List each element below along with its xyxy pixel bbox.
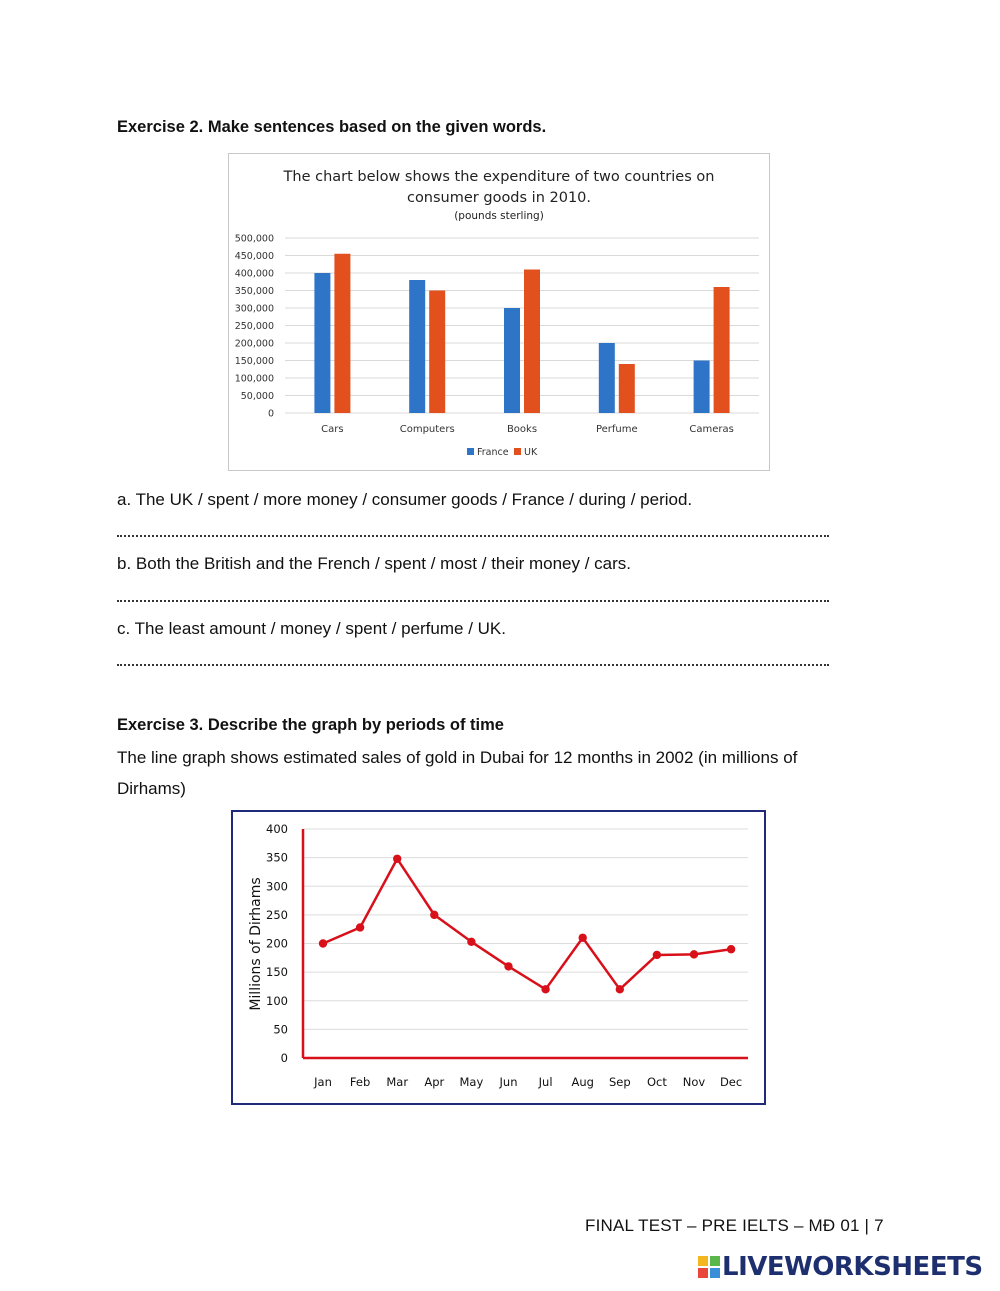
- bar-chart-title-1: The chart below shows the expenditure of two countries on: [283, 169, 715, 185]
- answer-line-a[interactable]: [117, 535, 829, 537]
- data-point-oct: [653, 951, 661, 959]
- bar-xtick-label: Cameras: [689, 424, 734, 435]
- answer-line-c[interactable]: [117, 664, 829, 666]
- line-ytick-label: 250: [266, 907, 288, 922]
- line-xtick-label: Jul: [538, 1075, 553, 1089]
- exercise-2-heading: Exercise 2. Make sentences based on the given words.: [117, 118, 547, 136]
- exercise-2-item-a: a. The UK / spent / more money / consumer goods / France / during / period.: [117, 490, 693, 509]
- line-xtick-label: Jun: [499, 1075, 518, 1089]
- gold-sales-line: [323, 859, 731, 990]
- legend-france-label: France: [477, 447, 509, 458]
- line-ytick-label: 150: [266, 965, 288, 980]
- legend-uk-label: UK: [524, 447, 538, 458]
- data-point-jan: [319, 939, 327, 947]
- bar-uk-perfume: [619, 364, 635, 413]
- page-footer: FINAL TEST – PRE IELTS – MĐ 01 | 7: [585, 1216, 884, 1235]
- data-point-dec: [727, 945, 735, 953]
- line-chart-ylabel: Millions of Dirhams: [248, 877, 264, 1011]
- line-ytick-label: 350: [266, 850, 288, 865]
- data-point-mar: [393, 855, 401, 863]
- bar-ytick-label: 200,000: [234, 338, 274, 350]
- bar-france-computers: [409, 280, 425, 413]
- line-xtick-label: Oct: [646, 1075, 667, 1089]
- bar-xtick-label: Books: [506, 424, 538, 435]
- line-xtick-label: Dec: [719, 1075, 743, 1089]
- liveworksheets-logo-text: LIVEWORKSHEETS: [722, 1252, 983, 1282]
- bar-france-perfume: [599, 343, 615, 413]
- liveworksheets-logo[interactable]: [698, 1252, 983, 1282]
- bar-ytick-label: 150,000: [234, 356, 274, 367]
- bar-france-cameras: [694, 361, 710, 414]
- bar-chart-subtitle: (pounds sterling): [454, 210, 544, 222]
- legend-france-swatch: [467, 448, 474, 455]
- line-ytick-label: 50: [273, 1022, 288, 1037]
- line-chart-svg: [233, 812, 764, 1103]
- data-point-feb: [356, 923, 364, 931]
- bar-ytick-label: 300,000: [234, 303, 274, 315]
- bar-ytick-label: 400,000: [234, 268, 274, 280]
- data-point-jul: [541, 985, 549, 993]
- exercise-3-description: The line graph shows estimated sales of gold in Dubai for 12 months in 2002 (in millions of Dirhams): [117, 748, 798, 798]
- data-point-sep: [616, 985, 624, 993]
- line-xtick-label: Mar: [386, 1075, 409, 1089]
- bar-france-books: [504, 308, 520, 413]
- line-xtick-label: May: [459, 1075, 484, 1089]
- bar-ytick-label: 450,000: [234, 251, 274, 262]
- exercise-3-heading: Exercise 3. Describe the graph by periods of time: [117, 716, 504, 734]
- bar-ytick-label: 0: [267, 408, 274, 420]
- bar-xtick-label: Perfume: [595, 424, 638, 435]
- bar-chart-title-2: consumer goods in 2010.: [406, 190, 592, 206]
- line-ytick-label: 400: [266, 822, 288, 836]
- data-point-may: [467, 938, 475, 946]
- line-xtick-label: Jan: [314, 1075, 332, 1089]
- bar-xtick-label: Computers: [399, 424, 455, 435]
- line-xtick-label: Apr: [424, 1075, 445, 1089]
- data-point-apr: [430, 911, 438, 919]
- line-xtick-label: Sep: [608, 1075, 631, 1089]
- bar-ytick-label: 50,000: [240, 391, 274, 402]
- bar-uk-cars: [334, 254, 350, 413]
- answer-line-b[interactable]: [117, 600, 829, 602]
- exercise-2-item-c: c. The least amount / money / spent / perfume / UK.: [117, 619, 506, 638]
- legend-uk-swatch: [514, 448, 521, 455]
- bar-ytick-label: 350,000: [234, 286, 274, 297]
- line-ytick-label: 100: [266, 993, 288, 1008]
- bar-ytick-label: 250,000: [234, 321, 274, 332]
- bar-france-cars: [314, 273, 330, 413]
- bar-ytick-label: 100,000: [234, 373, 274, 385]
- line-ytick-label: 200: [266, 936, 288, 951]
- bar-uk-computers: [429, 291, 445, 414]
- data-point-jun: [504, 962, 512, 970]
- bar-uk-books: [524, 270, 540, 414]
- line-xtick-label: Feb: [349, 1075, 371, 1089]
- bar-chart: [228, 153, 770, 471]
- line-chart: [231, 810, 766, 1105]
- bar-ytick-label: 500,000: [234, 233, 274, 245]
- bar-uk-cameras: [714, 287, 730, 413]
- line-xtick-label: Aug: [571, 1075, 594, 1089]
- data-point-nov: [690, 950, 698, 958]
- exercise-2-item-b: b. Both the British and the French / spent / most / their money / cars.: [117, 554, 632, 573]
- liveworksheets-logo-icon: [698, 1256, 720, 1278]
- bar-chart-svg: [229, 154, 768, 469]
- line-xtick-label: Nov: [682, 1075, 706, 1089]
- line-ytick-label: 300: [266, 879, 288, 894]
- bar-xtick-label: Cars: [321, 424, 344, 435]
- data-point-aug: [579, 934, 587, 942]
- line-ytick-label: 0: [280, 1051, 288, 1065]
